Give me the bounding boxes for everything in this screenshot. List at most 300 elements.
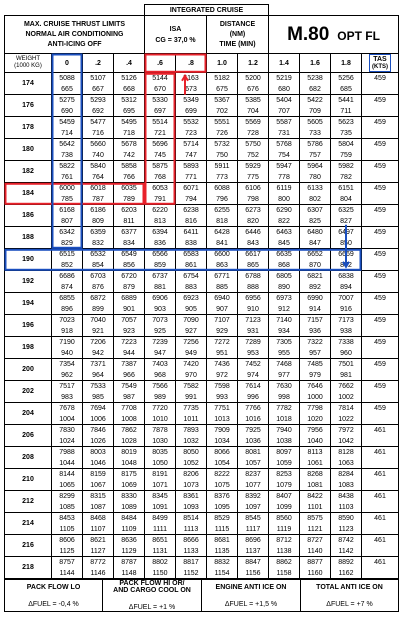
fuel-time-cell: 991 (176, 392, 207, 403)
tas-value: 461 (362, 557, 399, 579)
fuel-time-cell: 1146 (83, 568, 114, 579)
fuel-distance-cell: 8817 (176, 557, 207, 568)
fuel-distance-cell: 7223 (114, 337, 145, 348)
fuel-distance-cell: 6088 (207, 183, 238, 194)
fuel-time-cell: 1081 (300, 480, 331, 491)
weight-value: 216 (5, 535, 52, 557)
fuel-distance-cell: 5822 (52, 161, 83, 172)
tas-value: 459 (362, 403, 399, 425)
fuel-time-cell: 794 (176, 194, 207, 205)
fuel-time-cell: 927 (176, 326, 207, 337)
fuel-distance-cell: 6463 (269, 227, 300, 238)
fuel-time-cell: 1131 (145, 546, 176, 557)
fuel-distance-cell: 5569 (238, 117, 269, 128)
table-row (5, 161, 399, 172)
fuel-distance-cell: 5163 (176, 73, 207, 84)
fuel-distance-cell: 8035 (145, 447, 176, 458)
fuel-time-cell: 894 (331, 282, 362, 293)
fuel-distance-cell: 5404 (269, 95, 300, 106)
correction-label: ENGINE ANTI ICE ON (215, 583, 287, 591)
fuel-distance-cell: 7956 (300, 425, 331, 436)
fuel-distance-cell: 7057 (114, 315, 145, 326)
fuel-distance-cell: 8222 (207, 469, 238, 480)
fuel-distance-cell: 8268 (300, 469, 331, 480)
fuel-time-cell: 1042 (331, 436, 362, 447)
fuel-time-cell: 876 (83, 282, 114, 293)
table-row (5, 403, 399, 414)
tas-value: 459 (362, 205, 399, 227)
fuel-distance-cell: 5714 (176, 139, 207, 150)
table-row (5, 425, 399, 436)
fuel-time-cell: 890 (269, 282, 300, 293)
tas-value: 461 (362, 513, 399, 535)
fuel-distance-cell: 6923 (176, 293, 207, 304)
table-row (5, 73, 399, 84)
fuel-distance-cell: 6411 (176, 227, 207, 238)
fuel-time-cell: 861 (176, 260, 207, 271)
fuel-distance-cell: 8191 (145, 469, 176, 480)
fuel-distance-cell: 6855 (52, 293, 83, 304)
weight-value: 192 (5, 271, 52, 293)
table-row-time (5, 392, 399, 403)
table-row (5, 535, 399, 546)
fuel-distance-cell: 6377 (114, 227, 145, 238)
fuel-distance-cell: 5929 (238, 161, 269, 172)
table-row-time (5, 84, 399, 95)
fuel-time-cell: 872 (331, 260, 362, 271)
fuel-distance-cell: 6342 (52, 227, 83, 238)
distance-col-3: .6 (145, 54, 176, 73)
distance-label: DISTANCE (219, 21, 256, 28)
weight-value: 212 (5, 491, 52, 513)
fuel-distance-cell: 8144 (52, 469, 83, 480)
tas-value: 461 (362, 425, 399, 447)
fuel-time-cell: 934 (269, 326, 300, 337)
fuel-time-cell: 773 (207, 172, 238, 183)
fuel-distance-cell: 7468 (269, 359, 300, 370)
fuel-time-cell: 1024 (52, 436, 83, 447)
fuel-distance-cell: 6106 (238, 183, 269, 194)
fuel-time-cell: 809 (83, 216, 114, 227)
fuel-time-cell: 728 (238, 128, 269, 139)
fuel-distance-cell: 7766 (238, 403, 269, 414)
tas-value: 461 (362, 469, 399, 491)
fuel-time-cell: 1010 (145, 414, 176, 425)
fuel-time-cell: 1135 (207, 546, 238, 557)
fuel-time-cell: 718 (114, 128, 145, 139)
fuel-time-cell: 918 (52, 326, 83, 337)
fuel-distance-cell: 7256 (176, 337, 207, 348)
fuel-distance-cell: 5532 (176, 117, 207, 128)
tas-value: 459 (362, 337, 399, 359)
fuel-time-cell: 998 (269, 392, 300, 403)
fuel-distance-cell: 7708 (114, 403, 145, 414)
distance-col-9: 1.8 (331, 54, 362, 73)
fuel-time-cell: 750 (207, 150, 238, 161)
fuel-distance-cell: 8862 (269, 557, 300, 568)
fuel-time-cell: 716 (83, 128, 114, 139)
fuel-time-cell: 863 (207, 260, 238, 271)
tas-value: 459 (362, 249, 399, 271)
fuel-time-cell: 936 (300, 326, 331, 337)
correction-cell (5, 580, 103, 612)
fuel-distance-cell: 7925 (238, 425, 269, 436)
fuel-distance-cell: 7814 (331, 403, 362, 414)
weight-value: 198 (5, 337, 52, 359)
fuel-time-cell: 1054 (207, 458, 238, 469)
fuel-distance-cell: 8330 (114, 491, 145, 502)
fuel-distance-cell: 6906 (145, 293, 176, 304)
fuel-distance-cell: 7720 (145, 403, 176, 414)
fuel-distance-cell: 7501 (331, 359, 362, 370)
distance-col-0: 0 (52, 54, 83, 73)
fuel-distance-cell: 5182 (207, 73, 238, 84)
fuel-distance-cell: 6686 (52, 271, 83, 282)
fuel-time-cell: 667 (83, 84, 114, 95)
weight-value: 204 (5, 403, 52, 425)
fuel-distance-cell: 6838 (331, 271, 362, 282)
fuel-distance-cell: 6133 (300, 183, 331, 194)
fuel-distance-cell: 6566 (145, 249, 176, 260)
fuel-distance-cell: 7798 (300, 403, 331, 414)
fuel-distance-cell: 7846 (83, 425, 114, 436)
fuel-time-cell: 789 (114, 194, 145, 205)
fuel-distance-cell: 7140 (269, 315, 300, 326)
fuel-time-cell: 766 (114, 172, 145, 183)
fuel-distance-cell: 8606 (52, 535, 83, 546)
fuel-distance-cell: 8159 (83, 469, 114, 480)
table-row-time (5, 282, 399, 293)
fuel-time-cell: 836 (145, 238, 176, 249)
fuel-time-cell: 1125 (52, 546, 83, 557)
weight-value: 210 (5, 469, 52, 491)
fuel-time-cell: 1061 (300, 458, 331, 469)
fuel-time-cell: 1160 (300, 568, 331, 579)
isa-cell (145, 16, 207, 54)
fuel-distance-cell: 5088 (52, 73, 83, 84)
table-row (5, 513, 399, 524)
distance-col-5: 1.0 (207, 54, 238, 73)
distance-col-7: 1.4 (269, 54, 300, 73)
fuel-distance-cell: 7073 (145, 315, 176, 326)
fuel-distance-cell: 7614 (238, 381, 269, 392)
table-row (5, 315, 399, 326)
fuel-time-cell: 726 (207, 128, 238, 139)
tas-value: 459 (362, 139, 399, 161)
fuel-time-cell: 714 (52, 128, 83, 139)
fuel-distance-cell: 7694 (83, 403, 114, 414)
correction-footer (4, 579, 399, 612)
fuel-time-cell: 957 (300, 348, 331, 359)
weight-value: 176 (5, 95, 52, 117)
fuel-distance-cell: 7878 (145, 425, 176, 436)
fuel-distance-cell: 6000 (52, 183, 83, 194)
fuel-time-cell: 854 (83, 260, 114, 271)
fuel-distance-cell: 8097 (269, 447, 300, 458)
weight-value: 208 (5, 447, 52, 469)
fuel-time-cell: 910 (238, 304, 269, 315)
fuel-distance-cell: 7206 (83, 337, 114, 348)
fuel-time-cell: 771 (176, 172, 207, 183)
fuel-distance-cell: 8206 (176, 469, 207, 480)
fuel-distance-cell: 8237 (238, 469, 269, 480)
weight-value: 174 (5, 73, 52, 95)
table-row-time (5, 194, 399, 205)
fuel-distance-cell: 8757 (52, 557, 83, 568)
fuel-distance-cell: 5875 (145, 161, 176, 172)
fuel-time-cell: 859 (145, 260, 176, 271)
fuel-time-cell: 738 (52, 150, 83, 161)
weight-value: 202 (5, 381, 52, 403)
fuel-distance-cell: 7387 (114, 359, 145, 370)
fuel-distance-cell: 8621 (83, 535, 114, 546)
fuel-time-cell: 979 (300, 370, 331, 381)
table-row (5, 381, 399, 392)
correction-fuel: ΔFUEL = +1,5 % (224, 600, 278, 608)
fuel-distance-cell: 6669 (331, 249, 362, 260)
distance-col-2: .4 (114, 54, 145, 73)
table-row-time (5, 304, 399, 315)
fuel-distance-cell: 6480 (300, 227, 331, 238)
fuel-distance-cell: 8666 (176, 535, 207, 546)
fuel-distance-cell: 5293 (83, 95, 114, 106)
fuel-time-cell: 1103 (331, 502, 362, 513)
fuel-time-cell: 944 (114, 348, 145, 359)
fuel-distance-cell: 6035 (114, 183, 145, 194)
fuel-time-cell: 757 (300, 150, 331, 161)
fuel-distance-cell: 5587 (269, 117, 300, 128)
fuel-time-cell: 1063 (331, 458, 362, 469)
fuel-time-cell: 901 (114, 304, 145, 315)
fuel-time-cell: 1013 (207, 414, 238, 425)
tas-value: 459 (362, 381, 399, 403)
fuel-time-cell: 850 (331, 238, 362, 249)
blank-corner-right (269, 5, 399, 16)
table-row (5, 337, 399, 348)
table-row (5, 447, 399, 458)
fuel-distance-cell: 8727 (300, 535, 331, 546)
fuel-distance-cell: 8392 (238, 491, 269, 502)
fuel-time-cell: 977 (269, 370, 300, 381)
fuel-time-cell: 733 (300, 128, 331, 139)
fuel-time-cell: 1115 (207, 524, 238, 535)
weight-value: 186 (5, 205, 52, 227)
weight-value: 194 (5, 293, 52, 315)
fuel-distance-cell: 8847 (238, 557, 269, 568)
fuel-distance-cell: 8345 (145, 491, 176, 502)
fuel-distance-cell: 7988 (52, 447, 83, 458)
fuel-distance-cell: 7289 (238, 337, 269, 348)
fuel-time-cell: 914 (300, 304, 331, 315)
fuel-time-cell: 1000 (300, 392, 331, 403)
fuel-time-cell: 970 (176, 370, 207, 381)
fuel-time-cell: 852 (52, 260, 83, 271)
fuel-time-cell: 1036 (238, 436, 269, 447)
fuel-time-cell: 1079 (269, 480, 300, 491)
fuel-distance-cell: 5964 (300, 161, 331, 172)
fuel-time-cell: 1152 (176, 568, 207, 579)
fuel-distance-cell: 7782 (269, 403, 300, 414)
fuel-distance-cell: 5804 (331, 139, 362, 150)
table-row-time (5, 128, 399, 139)
fuel-time-cell: 989 (145, 392, 176, 403)
fuel-distance-cell: 6889 (114, 293, 145, 304)
fuel-time-cell: 1089 (114, 502, 145, 513)
fuel-distance-cell: 5495 (114, 117, 145, 128)
cruise-table-page (4, 4, 398, 624)
fuel-time-cell: 923 (114, 326, 145, 337)
fuel-time-cell: 1087 (83, 502, 114, 513)
fuel-distance-cell: 7549 (114, 381, 145, 392)
fuel-time-cell: 697 (145, 106, 176, 117)
fuel-time-cell: 879 (114, 282, 145, 293)
fuel-time-cell: 707 (269, 106, 300, 117)
fuel-time-cell: 881 (145, 282, 176, 293)
fuel-distance-cell: 7582 (176, 381, 207, 392)
fuel-time-cell: 1011 (176, 414, 207, 425)
fuel-distance-cell: 5200 (238, 73, 269, 84)
fuel-distance-cell: 6720 (114, 271, 145, 282)
fuel-time-cell: 974 (238, 370, 269, 381)
fuel-distance-cell: 6635 (269, 249, 300, 260)
fuel-distance-cell: 7173 (331, 315, 362, 326)
fuel-distance-cell: 7646 (300, 381, 331, 392)
tas-value: 459 (362, 271, 399, 293)
fuel-time-cell: 1002 (331, 392, 362, 403)
fuel-time-cell: 778 (269, 172, 300, 183)
fuel-time-cell: 731 (269, 128, 300, 139)
fuel-time-cell: 1071 (145, 480, 176, 491)
fuel-time-cell: 1022 (331, 414, 362, 425)
fuel-time-cell: 798 (238, 194, 269, 205)
tas-value: 459 (362, 227, 399, 249)
fuel-distance-cell: 5911 (207, 161, 238, 172)
fuel-time-cell: 782 (331, 172, 362, 183)
table-row-time (5, 414, 399, 425)
fuel-time-cell: 940 (52, 348, 83, 359)
fuel-distance-cell: 8376 (207, 491, 238, 502)
fuel-distance-cell: 8284 (331, 469, 362, 480)
tas-box (369, 54, 391, 72)
fuel-time-cell: 827 (331, 216, 362, 227)
fuel-time-cell: 847 (300, 238, 331, 249)
fuel-distance-cell: 8575 (300, 513, 331, 524)
table-row (5, 227, 399, 238)
fuel-distance-cell: 8361 (176, 491, 207, 502)
fuel-time-cell: 962 (52, 370, 83, 381)
fuel-time-cell: 981 (331, 370, 362, 381)
fuel-time-cell: 759 (331, 150, 362, 161)
fuel-time-cell: 811 (114, 216, 145, 227)
fuel-distance-cell: 8651 (145, 535, 176, 546)
fuel-time-cell: 892 (300, 282, 331, 293)
table-row (5, 139, 399, 150)
fuel-distance-cell: 8175 (114, 469, 145, 480)
fuel-distance-cell: 5732 (207, 139, 238, 150)
fuel-distance-cell: 7862 (114, 425, 145, 436)
fuel-time-cell: 742 (114, 150, 145, 161)
fuel-distance-cell: 5330 (145, 95, 176, 106)
fuel-time-cell: 745 (145, 150, 176, 161)
fuel-distance-cell: 7420 (176, 359, 207, 370)
fuel-time-cell: 820 (238, 216, 269, 227)
fuel-distance-cell: 5786 (300, 139, 331, 150)
fuel-distance-cell: 8484 (114, 513, 145, 524)
fuel-distance-cell: 8636 (114, 535, 145, 546)
fuel-time-cell: 723 (176, 128, 207, 139)
fuel-distance-cell: 6652 (300, 249, 331, 260)
fuel-distance-cell: 6990 (300, 293, 331, 304)
fuel-distance-cell: 8453 (52, 513, 83, 524)
fuel-distance-cell: 8681 (207, 535, 238, 546)
fuel-time-cell: 721 (145, 128, 176, 139)
fuel-time-cell: 1040 (300, 436, 331, 447)
fuel-distance-cell: 6583 (176, 249, 207, 260)
fuel-distance-cell: 6872 (83, 293, 114, 304)
weight-value: 188 (5, 227, 52, 249)
blank-corner (5, 5, 145, 16)
fuel-distance-cell: 8050 (176, 447, 207, 458)
fuel-time-cell: 1095 (207, 502, 238, 513)
fuel-time-cell: 816 (176, 216, 207, 227)
mach-number: M.80 (287, 24, 330, 45)
fuel-distance-cell: 7123 (238, 315, 269, 326)
fuel-distance-cell: 8422 (300, 491, 331, 502)
table-row-time (5, 546, 399, 557)
fuel-distance-cell: 5768 (269, 139, 300, 150)
fuel-time-cell: 1032 (176, 436, 207, 447)
fuel-time-cell: 685 (331, 84, 362, 95)
fuel-time-cell: 695 (114, 106, 145, 117)
fuel-distance-cell: 8066 (207, 447, 238, 458)
fuel-distance-cell: 7338 (331, 337, 362, 348)
fuel-distance-cell: 6203 (114, 205, 145, 216)
table-row-time (5, 326, 399, 337)
fuel-time-cell: 1008 (114, 414, 145, 425)
fuel-time-cell: 785 (52, 194, 83, 205)
weight-value: 190 (5, 249, 52, 271)
fuel-time-cell: 1052 (176, 458, 207, 469)
fuel-distance-cell: 7566 (145, 381, 176, 392)
fuel-distance-cell: 6737 (145, 271, 176, 282)
integrated-cruise-table (4, 4, 399, 579)
fuel-time-cell: 1137 (238, 546, 269, 557)
isa-label: ISA (169, 25, 182, 33)
distance-unit: (NM) (229, 31, 246, 38)
fuel-time-cell: 1109 (114, 524, 145, 535)
fuel-time-cell: 813 (145, 216, 176, 227)
fuel-distance-cell: 5477 (83, 117, 114, 128)
tas-value: 461 (362, 535, 399, 557)
fuel-distance-cell: 7305 (269, 337, 300, 348)
fuel-time-cell: 907 (207, 304, 238, 315)
fuel-time-cell: 673 (176, 84, 207, 95)
fuel-time-cell: 1006 (83, 414, 114, 425)
table-row-time (5, 172, 399, 183)
fuel-time-cell: 1004 (52, 414, 83, 425)
fuel-distance-cell: 7751 (207, 403, 238, 414)
fuel-time-cell: 787 (83, 194, 114, 205)
fuel-time-cell: 832 (83, 238, 114, 249)
fuel-time-cell: 896 (52, 304, 83, 315)
fuel-distance-cell: 8742 (331, 535, 362, 546)
fuel-time-cell: 1034 (207, 436, 238, 447)
fuel-distance-cell: 8253 (269, 469, 300, 480)
fuel-distance-cell: 8514 (176, 513, 207, 524)
fuel-time-cell: 968 (145, 370, 176, 381)
fuel-distance-cell: 7452 (238, 359, 269, 370)
fuel-distance-cell: 6238 (176, 205, 207, 216)
